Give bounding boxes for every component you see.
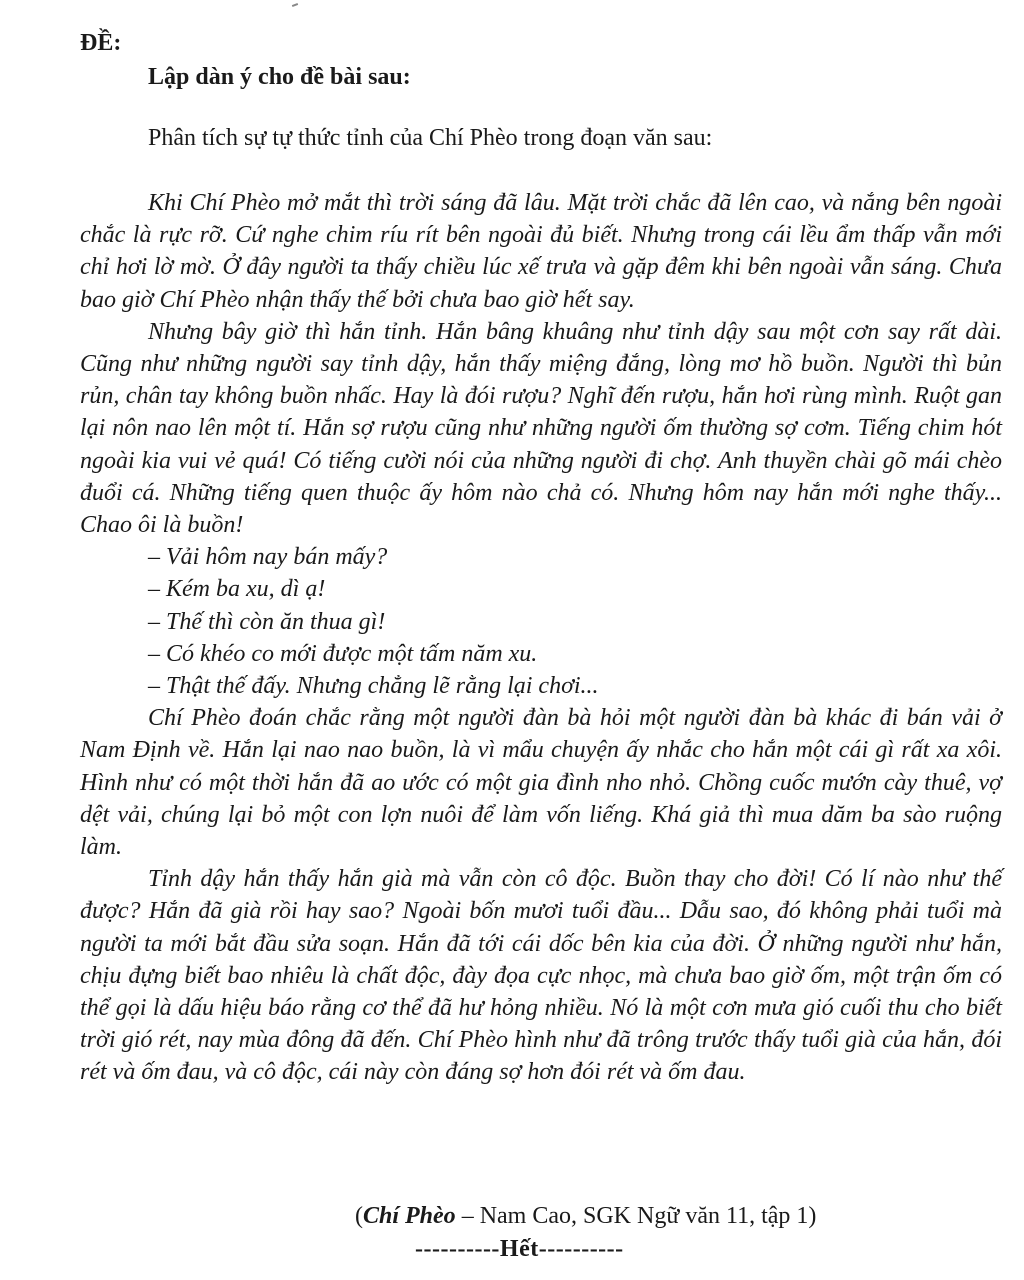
source-work-title: Chí Phèo [363,1203,456,1229]
passage-paragraph-4: Tỉnh dậy hắn thấy hắn già mà vẫn còn cô độc. Buồn thay cho đời! Có lí nào như thế được? Hắn đã già rồi hay sao? Ngoài bốn mươi tuổi đầu... Dẫu sao, đó không phải tuổi mà người ta mới bắt đầu sửa soạn. Hắn đã tới cái dốc bên kia của đời. Ở những người như hắn, chịu đựng biết bao nhiêu là chất độc, đày đọa cực nhọc, mà chưa bao giờ ốm, một trận ốm có thể gọi là dấu hiệu báo rằng cơ thể đã hư hỏng nhiều. Nó là một cơn mưa gió cuối thu cho biết trời gió rét, nay mùa đông đã đến. Chí Phèo hình như đã trông trước thấy tuổi già của hắn, đói rét và ốm đau, và cô độc, cái này còn đáng sợ hơn đói rét và ốm đau. [80,866,1002,1086]
passage-paragraph-2: Nhưng bây giờ thì hắn tỉnh. Hắn bâng khuâng như tỉnh dậy sau một cơn say rất dài. Cũng như những người say tỉnh dậy, hắn thấy miệng đắng, lòng mơ hồ buồn. Người thì bủn rủn, chân tay không buồn nhấc. Hay là đói rượu? Nghĩ đến rượu, hắn hơi rùng mình. Ruột gan lại nôn nao lên một tí. Hắn sợ rượu cũng như những người ốm thường sợ cơm. Tiếng chim hót ngoài kia vui vẻ quá! Có tiếng cười nói của những người đi chợ. Anh thuyền chài gõ mái chèo đuổi cá. Những tiếng quen thuộc ấy hôm nào chả có. Nhưng hôm nay hắn mới nghe thấy... Chao ôi là buồn! [80,318,1002,539]
dialogue-line-5: – Thật thế đấy. Nhưng chẳng lẽ rằng lại chơi... [148,673,599,700]
exam-label: ĐỀ: [80,30,122,56]
source-citation [355,1203,816,1230]
scan-artifact [292,3,298,7]
passage-paragraph-1: Khi Chí Phèo mở mắt thì trời sáng đã lâu. Mặt trời chắc đã lên cao, và nắng bên ngoài chắc là rực rỡ. Cứ nghe chim ríu rít bên ngoài đủ biết. Nhưng trong cái lều ẩm thấp vẫn mới chỉ hơi lờ mờ. Ở đây người ta thấy chiều lúc xế trưa và gặp đêm khi bên ngoài vẫn sáng. Chưa bao giờ Chí Phèo nhận thấy thế bởi chưa bao giờ hết say. [80,190,1002,313]
dialogue-line-2: – Kém ba xu, dì ạ! [148,576,326,603]
passage-paragraph-3: Chí Phèo đoán chắc rằng một người đàn bà hỏi một người đàn bà khác đi bán vải ở Nam Định về. Hắn lại nao nao buồn, là vì mẩu chuyện ấy nhắc cho hắn một cái gì rất xa xôi. Hình như có một thời hắn đã ao ước có một gia đình nho nhỏ. Chồng cuốc mướn cày thuê, vợ dệt vải, chúng lại bỏ một con lợn nuôi để làm vốn liếng. Khá giả thì mua dăm ba sào ruộng làm. [80,705,1002,861]
excerpt-passage [80,187,1002,1089]
essay-prompt: Phân tích sự tự thức tỉnh của Chí Phèo trong đoạn văn sau: [148,125,713,151]
dialogue-line-1: – Vải hôm nay bán mấy? [148,544,388,571]
dialogue-line-4: – Có khéo co mới được một tấm năm xu. [148,640,538,667]
task-heading: Lập dàn ý cho đề bài sau: [148,64,411,90]
dialogue-line-3: – Thế thì còn ăn thua gì! [148,608,386,635]
end-marker: ----------Hết---------- [415,1236,624,1262]
source-details: – Nam Cao, SGK Ngữ văn 11, tập 1) [455,1203,817,1229]
source-open-paren: ( [355,1203,363,1229]
